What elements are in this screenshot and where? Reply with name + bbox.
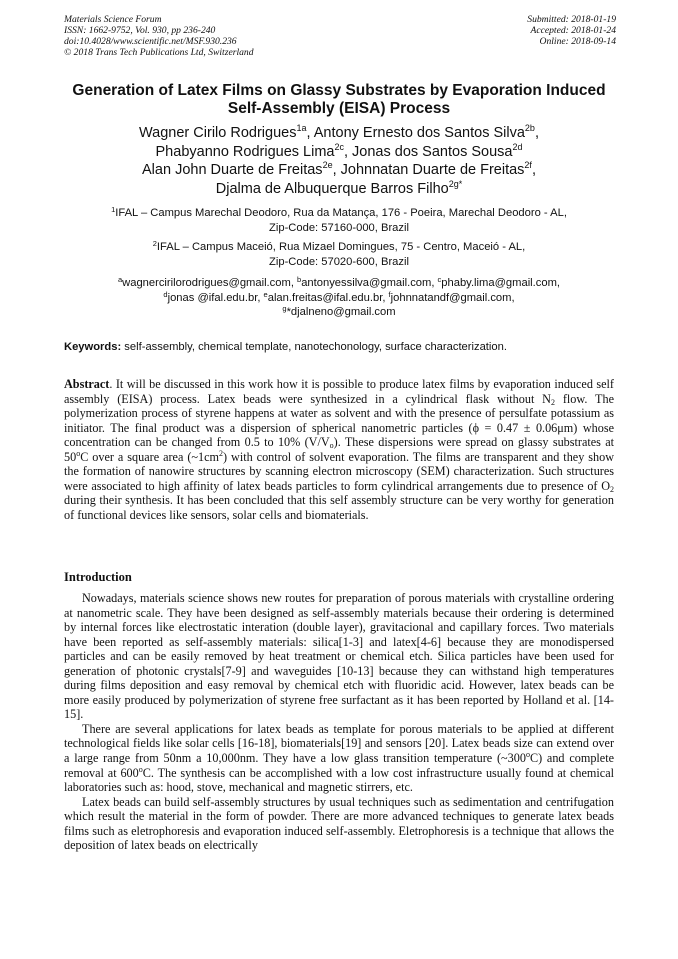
abstract [64,377,614,522]
abstract-subscript: 2 [610,484,614,494]
email-link[interactable]: *djalneno@gmail.com [286,306,396,318]
email-sup: e [263,289,268,299]
author-sup: 2f [524,160,532,170]
email-sup: g [282,304,287,313]
authors-line-3: Alan John Duarte de Freitas$^{2e}$, Johnnatan Duarte de Freitas$^{2f}$, [142,160,536,178]
email-link[interactable]: antonyessilva@gmail.com [301,277,432,289]
authors-line-4 [40,180,638,199]
abstract-text: during their synthesis. It has been concluded that this self assembly structure can be very worthy for generation of functional devices like sensors, solar cells and biomaterials. [64,493,614,522]
email-link[interactable]: jonas @ifal.edu.br [167,291,258,304]
author-name: Alan John Duarte de Freitas [142,162,323,178]
dates-header [527,14,616,47]
email-link[interactable]: wagnercirilorodrigues@gmail.com [122,277,291,289]
email-sup: a [117,275,123,284]
introduction-body [64,591,614,853]
author-sup: 2d [512,141,523,152]
affiliation-zip: Zip-Code: 57160-000, Brazil [269,221,409,234]
intro-paragraph-1: Nowadays, materials science shows new routes for preparation of porous materials with crystalline ordering at nanometric scale. They have been designed as self-assembly materials because their ordering is determined by internal forces like electrostatic interation (double layer), gravitacional and capillary forces. Two materials have been reported as self-assembly materials: silica[1-3] and latex[4-6] because they are monodispersed particles and can be easily removed by heat treatment or chemical etch. Silica particles have been used for generation of photonic crystals[7-9] and waveguides [10-13] because they can withstand high temperatures during films deposition and easy removal by chemical etch with fluoridic acid. However, latex beads can be more easily produced by polymerization of styrene free surfactant as it has been reported by Holland et al. [14-15]. [64,591,614,722]
abstract-subscript: o [329,441,334,451]
abstract-subscript: 2 [550,397,555,407]
section-heading-introduction: Introduction [64,570,132,584]
paragraph-text: C) and complete removal at 600 [64,751,614,780]
email-sup: f [388,289,391,299]
title-line-1: Generation of Latex Films on Glassy Substrates by Evaporation Induced [72,82,606,99]
doi-link[interactable]: doi:10.4028/www.scientific.net/MSF.930.236 [64,36,237,47]
author-name: Johnnatan Duarte de Freitas [340,162,525,178]
authors-line-2: Phabyanno Rodrigues Lima$^{2c}$, Jonas dos Santos Sousa$^{2d}$ [155,141,523,160]
author-name: Wagner Cirilo Rodrigues [139,125,297,141]
email-sup: c [437,275,442,284]
email-sup: b [297,275,302,284]
keywords-text: self-assembly, chemical template, nanotechonology, surface characterization. [121,341,507,353]
journal-header [64,14,254,58]
author-sup: 2c [334,141,344,152]
author-name: Phabyanno Rodrigues Lima [155,143,335,160]
paragraph-superscript: o [138,764,143,774]
keywords [64,340,624,354]
intro-paragraph-3: Latex beads can build self-assembly structures by usual techniques such as sedimentation and centrifugation which result the material in the form of powder. There are more advanced techniques to generate latex beads films such as eletrophoresis and evaporation induced self-assembly. Eletrophoresis is a technique that allows the deposition of latex beads on electrically [64,794,614,853]
author-sup: 2e [322,160,333,170]
author-list [40,124,638,198]
journal-name: Materials Science Forum [64,14,162,25]
affiliation-sup: 2 [152,239,157,248]
title-line-2: Self-Assembly (EISA) Process [227,100,451,117]
abstract-label: Abstract [64,377,110,391]
intro-paragraph-2 [64,722,614,795]
affiliation-1 [40,206,638,235]
affiliation-2 [40,240,638,269]
accepted-date: Accepted: 2018-01-24 [530,25,616,36]
affiliation-address: IFAL – Campus Marechal Deodoro, Rua da Matança, 176 - Poeira, Marechal Deodoro - AL, [115,207,567,219]
authors-line-1: Wagner Cirilo Rodrigues$^{1a}$, Antony Ernesto dos Santos Silva$^{2b}$, [139,123,539,141]
abstract-superscript: 2 [219,448,223,458]
abstract-text: ) with control of solvent evaporation. The films are transparent and they show the formation of nanowire structures by scanning electron microscopy (SEM) characterization. Such structures were associated to high affinity of latex beads particles to form cylindrical arrangements due to presence of O [64,449,614,493]
email-sup: d [163,289,168,299]
copyright: © 2018 Trans Tech Publications Ltd, Switzerland [64,47,254,58]
abstract-text: . It will be discussed in this work how it is possible to produce latex films by evaporation induced self assembly (EISA) process. Latex beads were synthesized in a cylindrical flask without N [64,377,614,406]
email-link[interactable]: johnnatandf@gmail.com [390,291,512,304]
author-sup: 1a [296,123,307,133]
abstract-text: flow. The polymerization process of styrene happens at water as solvent and with the presence of persulfate potassium as initiator. The final product was a dispersion of spherical nanometric particles (ϕ = 0.47 ± 0.06μm) whose concentration can be changed from 0.5 to 10% (V/V [64,391,614,450]
abstract-text: C over a square area (~1cm [80,449,219,464]
online-date: Online: 2018-09-14 [539,36,616,47]
abstract-superscript: o [76,448,81,458]
submitted-date: Submitted: 2018-01-19 [527,14,616,25]
email-link[interactable]: phaby.lima@gmail.com [441,277,557,289]
author-sup: 2g* [448,178,463,189]
abstract-text: ). These dispersions were spread on glassy substrates at 50 [64,435,614,464]
paragraph-text: There are several applications for latex beads as template for porous materials to be applied at different technological fields like solar cells [16-18], biomaterials[19] and sensors [20]. Latex beads size can extend over a large range from 50nm a 10,000nm. They have a low glass transition temperature (~300 [64,721,614,766]
paragraph-text: C. The synthesis can be accomplished with a low cost infrastructure usually found at chemical laboratories such as: hood, stove, mechanical and magnetic stirrers, etc. [64,765,614,795]
paragraph-superscript: o [525,750,530,760]
author-name: Djalma de Albuquerque Barros Filho [215,180,449,197]
author-name: Antony Ernesto dos Santos Silva [313,125,525,141]
author-name: Jonas dos Santos Sousa [352,143,513,160]
affiliation-zip: Zip-Code: 57020-600, Brazil [269,255,409,268]
email-list: $^a$wagnercirilorodrigues@gmail.com, $^b$antonyessilva@gmail.com, $^c$phaby.lima@gmail.com, $^d$jonas @ifal.edu.br, $^e$alan.freitas@ifal.edu.br, $^f$johnnatandf@gmail.com, $^g$*djalneno@gmail.com [117,275,561,318]
email-link[interactable]: alan.freitas@ifal.edu.br [267,291,383,304]
paper-title [50,82,628,118]
affiliation-address: IFAL – Campus Maceió, Rua Mizael Domingues, 75 - Centro, Maceió - AL, [156,241,526,253]
keywords-label: Keywords: [64,341,122,353]
affiliation-sup: 1 [111,205,116,214]
author-sup: 2b [524,123,535,133]
journal-issn: ISSN: 1662-9752, Vol. 930, pp 236-240 [64,25,216,36]
